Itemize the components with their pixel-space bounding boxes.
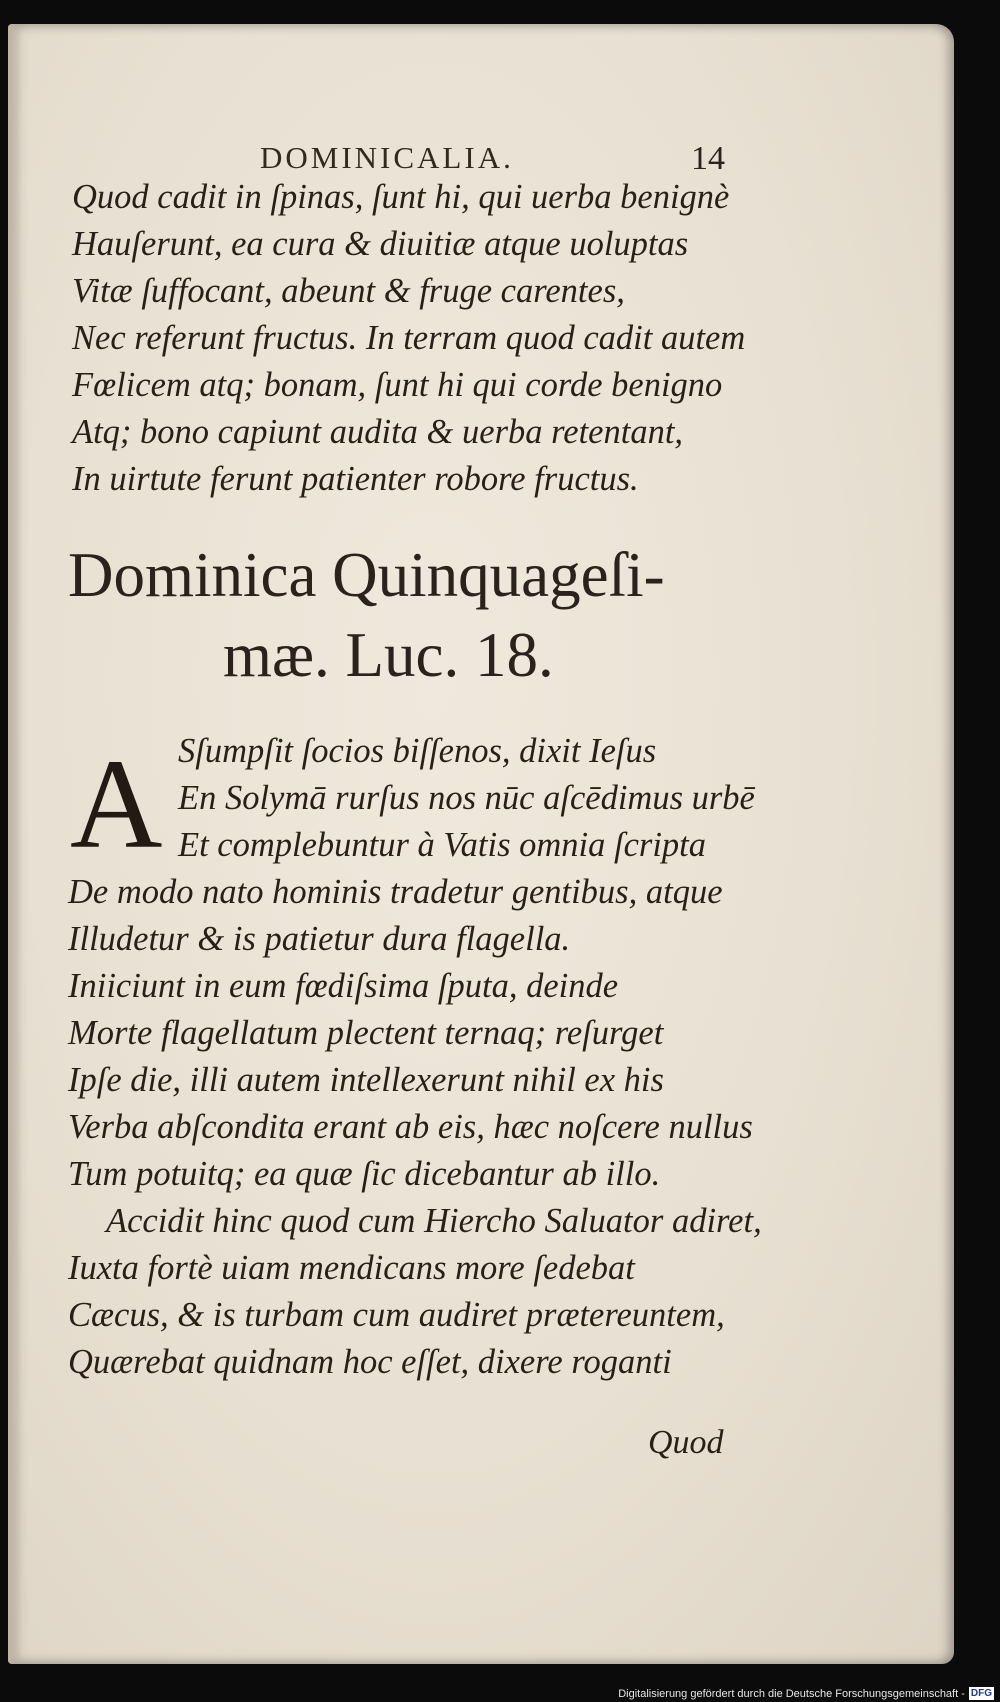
verse-line: Quærebat quidnam hoc eſſet, dixere roganti (68, 1343, 672, 1381)
book-page (8, 24, 954, 1664)
verse-line: En Solymā rurſus nos nūc aſcēdimus urbē (178, 779, 755, 817)
verse-line: In uirtute ferunt patienter robore fructus. (72, 460, 639, 498)
section-heading-line: mæ. Luc. 18. (223, 620, 554, 690)
section-heading-line: Dominica Quinquageſi- (68, 540, 665, 610)
catchword: Quod (648, 1424, 724, 1461)
verse-line: Atq; bono capiunt audita & uerba retentant, (72, 413, 684, 451)
verse-line: Vitæ ſuffocant, abeunt & fruge carentes, (72, 272, 625, 310)
verse-line: Sſumpſit ſocios biſſenos, dixit Ieſus (178, 732, 657, 770)
verse-line: Ipſe die, illi autem intellexerunt nihil ex his (68, 1061, 664, 1099)
digitization-credit (618, 1685, 994, 1702)
page-gutter-shadow (8, 24, 22, 1664)
verse-line: Hauſerunt, ea cura & diuitiæ atque uoluptas (72, 225, 689, 263)
verse-line: Illudetur & is patietur dura flagella. (68, 920, 571, 958)
verse-line: De modo nato hominis tradetur gentibus, atque (68, 873, 723, 911)
verse-line: Accidit hinc quod cum Hiercho Saluator adiret, (106, 1202, 762, 1240)
verse-line: Fœlicem atq; bonam, ſunt hi qui corde benigno (72, 366, 723, 404)
credit-text: Digitalisierung gefördert durch die Deutsche Forschungsgemeinschaft - (618, 1687, 965, 1700)
running-title: DOMINICALIA. (260, 140, 514, 175)
verse-line: Quod cadit in ſpinas, ſunt hi, qui uerba benignè (72, 178, 730, 216)
verse-line: Cæcus, & is turbam cum audiret prætereuntem, (68, 1296, 725, 1334)
verse-line: Et complebuntur à Vatis omnia ſcripta (178, 826, 707, 864)
dfg-logo: DFG (970, 1688, 992, 1699)
verse-line: Iniiciunt in eum fœdiſsima ſputa, deinde (68, 967, 619, 1005)
verse-line: Verba abſcondita erant ab eis, hæc noſcere nullus (68, 1108, 753, 1146)
running-head (8, 116, 954, 186)
verse-line: Morte flagellatum plectent ternaq; reſurget (68, 1014, 664, 1052)
verse-line: Tum potuitq; ea quæ ſic dicebantur ab illo. (68, 1155, 661, 1193)
page-number: 14 (691, 140, 725, 177)
verse-line: Nec referunt fructus. In terram quod cadit autem (72, 319, 746, 357)
verse-line: Iuxta fortè uiam mendicans more ſedebat (68, 1249, 635, 1287)
drop-capital: A (70, 733, 163, 875)
